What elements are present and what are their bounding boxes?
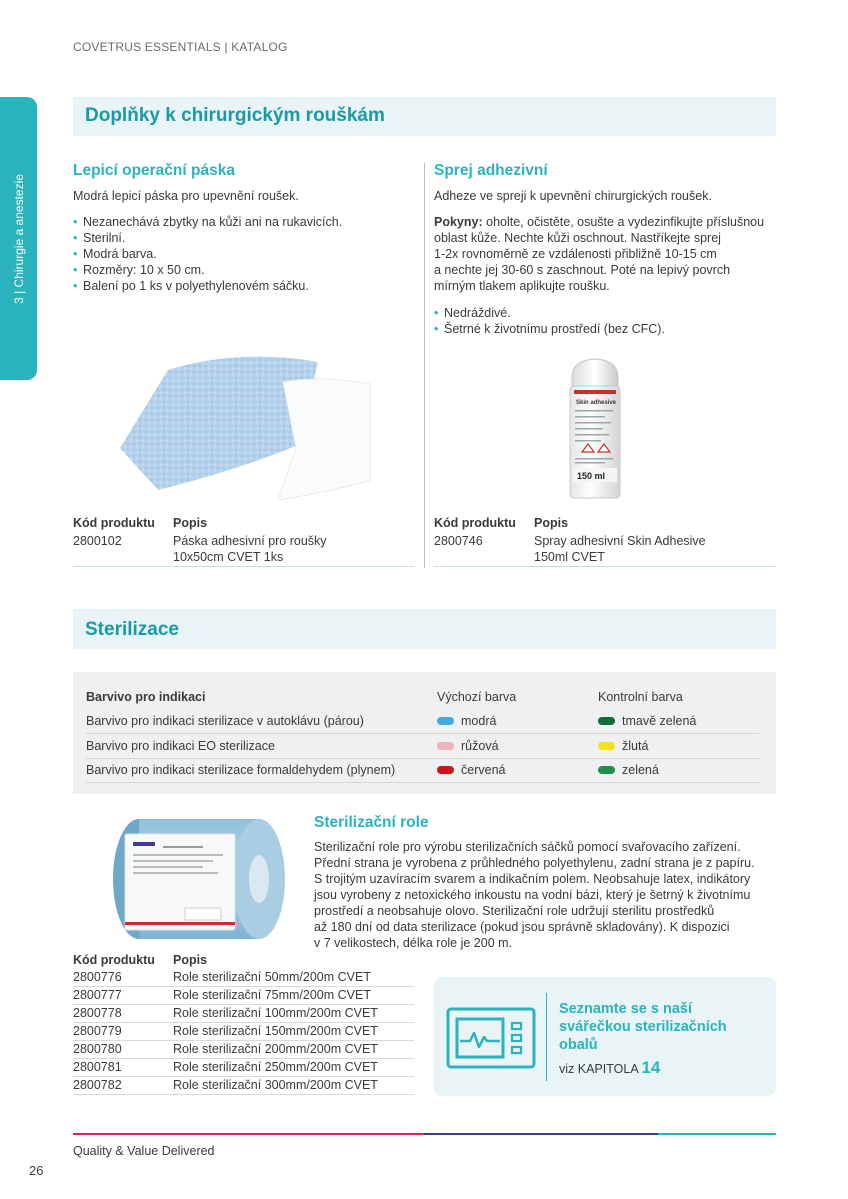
sterilization-roll-image [105, 812, 290, 947]
instructions-line: mírným tlakem aplikujte roušku. [434, 279, 610, 293]
product-description: Role sterilizační 100mm/200m CVET [173, 1006, 378, 1020]
end-color-cell [598, 739, 648, 753]
product-description: Role sterilizační 200mm/200m CVET [173, 1042, 378, 1056]
table-row [73, 1078, 414, 1095]
list-item: • Balení po 1 ks v polyethylenovém sáčku. [73, 278, 342, 294]
can-brand-text: Skin adhesive [576, 400, 617, 406]
product-code: 2800777 [73, 988, 122, 1002]
product-code: 2800776 [73, 970, 122, 984]
footer-tagline: Quality & Value Delivered [73, 1144, 215, 1158]
start-color-cell [437, 714, 496, 728]
callout-divider [546, 993, 547, 1081]
table-header: Barvivo pro indikaci [86, 690, 206, 704]
chapter-side-tab-label: 3 | Chirurgie a anestezie [11, 173, 26, 304]
end-color-cell [598, 714, 696, 728]
roll-description-line: prostředí a neobsahuje olovo. Sterilizační role udržují sterilitu prostředků [314, 904, 715, 918]
color-swatch [598, 766, 615, 774]
spray-instructions [434, 214, 776, 294]
code-column-header: Kód produktu [73, 953, 155, 967]
instructions-line: 1-2x rovnoměrně ze vzdálenosti přibližně 10-15 cm [434, 247, 717, 261]
chapter-side-tab[interactable] [0, 97, 37, 380]
section-heading-bar [73, 609, 776, 649]
product-code: 2800102 [73, 534, 122, 548]
divider [73, 566, 414, 567]
end-color-cell [598, 763, 659, 777]
color-label: tmavě zelená [622, 714, 697, 728]
instructions-label: Pokyny: [434, 215, 483, 229]
product-description-line: 150ml CVET [534, 550, 605, 564]
roll-description-line: až 180 dní od data sterilizace (pokud jsou správně skladovány). K dispozici [314, 920, 730, 934]
color-swatch [437, 717, 454, 725]
instructions-line: a nechte jej 30-60 s zaschnout. Poté na lepivý povrch [434, 263, 731, 277]
tape-features [73, 214, 342, 294]
product-code: 2800781 [73, 1060, 122, 1074]
table-header: Kontrolní barva [598, 690, 683, 704]
table-header-row [73, 686, 776, 710]
color-label: růžová [461, 739, 499, 753]
divider [86, 782, 759, 783]
chapter-reference-label: viz KAPITOLA [559, 1062, 638, 1076]
list-item: • Rozměry: 10 x 50 cm. [73, 262, 342, 278]
product-description: Role sterilizační 250mm/200m CVET [173, 1060, 378, 1074]
list-item: • Sterilní. [73, 230, 342, 246]
instructions-line: oholte, očistěte, osušte a vydezinfikujte příslušnou [482, 215, 765, 229]
footer-line-segment [658, 1133, 776, 1135]
product-code: 2800780 [73, 1042, 122, 1056]
indicator-name: Barvivo pro indikaci EO sterilizace [86, 739, 275, 753]
sealer-callout[interactable] [434, 977, 776, 1096]
column-divider [424, 163, 425, 568]
divider [434, 566, 776, 567]
product-code: 2800778 [73, 1006, 122, 1020]
callout-title [559, 1000, 727, 1054]
table-row [73, 710, 776, 734]
product-code: 2800746 [434, 534, 483, 548]
tape-title: Lepicí operační páska [73, 162, 235, 179]
table-header: Výchozí barva [437, 690, 517, 704]
table-row [73, 970, 414, 987]
product-description: Role sterilizační 300mm/200m CVET [173, 1078, 378, 1092]
footer-color-line [73, 1133, 776, 1135]
indicator-name: Barvivo pro indikaci sterilizace formaldehydem (plynem) [86, 763, 396, 777]
indicator-name: Barvivo pro indikaci sterilizace v autoklávu (párou) [86, 714, 364, 728]
color-label: zelená [622, 763, 659, 777]
table-row [73, 1024, 414, 1041]
list-item: • Nedráždivé. [434, 305, 665, 321]
color-label: žlutá [622, 739, 649, 753]
can-volume-text: 150 ml [577, 471, 606, 481]
color-swatch [598, 742, 615, 750]
tape-description: Modrá lepicí páska pro upevnění roušek. [73, 189, 299, 203]
list-item: • Nezanechává zbytky na kůži ani na rukavicích. [73, 214, 342, 230]
callout-title-line: Seznamte se s naší [559, 1001, 692, 1017]
color-swatch [437, 766, 454, 774]
description-column-header: Popis [173, 516, 208, 530]
product-description-line: Páska adhesivní pro roušky [173, 534, 327, 548]
catalog-header: COVETRUS ESSENTIALS | KATALOG [73, 40, 288, 54]
table-row [73, 1042, 414, 1059]
footer-line-segment [424, 1133, 658, 1135]
table-row [73, 735, 776, 759]
roll-description-line: Přední strana je vyrobena z průhledného polyethylenu, zadní strana je z papíru. [314, 856, 755, 870]
page-number: 26 [29, 1163, 44, 1178]
list-item: • Šetrné k životnímu prostředí (bez CFC). [434, 321, 665, 337]
footer-line-segment [73, 1133, 424, 1135]
product-description: Role sterilizační 50mm/200m CVET [173, 970, 371, 984]
product-description-line: 10x50cm CVET 1ks [173, 550, 284, 564]
product-code: 2800779 [73, 1024, 122, 1038]
table-row [73, 1060, 414, 1077]
color-swatch [598, 717, 615, 725]
indicator-table [73, 672, 776, 794]
table-row [73, 988, 414, 1005]
sealer-monitor-icon [446, 1007, 536, 1069]
spray-features [434, 305, 665, 337]
chapter-reference-number: 14 [641, 1058, 661, 1077]
list-item: • Modrá barva. [73, 246, 342, 262]
code-column-header: Kód produktu [73, 516, 155, 530]
description-column-header: Popis [173, 953, 208, 967]
callout-title-line: svářečkou sterilizačních [559, 1019, 727, 1035]
spray-title: Sprej adhezivní [434, 162, 548, 179]
roll-description [314, 839, 776, 951]
color-label: modrá [461, 714, 497, 728]
product-description: Role sterilizační 75mm/200m CVET [173, 988, 371, 1002]
start-color-cell [437, 763, 505, 777]
roll-title: Sterilizační role [314, 814, 429, 831]
roll-description-line: v 7 velikostech, délka role je 200 m. [314, 936, 513, 950]
description-column-header: Popis [534, 516, 569, 530]
section-title: Doplňky k chirurgickým rouškám [85, 105, 385, 126]
table-row [73, 759, 776, 783]
section-title: Sterilizace [85, 619, 179, 640]
product-code: 2800782 [73, 1078, 122, 1092]
roll-description-line: jsou vyrobeny z netoxického inkoustu na vodní bázi, který je šetrný k životnímu [314, 888, 751, 902]
product-description: Role sterilizační 150mm/200m CVET [173, 1024, 378, 1038]
roll-description-line: Sterilizační role pro výrobu sterilizačních sáčků pomocí svařovacího zařízení. [314, 840, 741, 854]
code-column-header: Kód produktu [434, 516, 516, 530]
divider [86, 733, 759, 734]
roll-product-list [73, 970, 414, 1096]
start-color-cell [437, 739, 499, 753]
color-label: červená [461, 763, 506, 777]
table-row [73, 1006, 414, 1023]
instructions-line: oblast kůže. Nechte kůži oschnout. Nastříkejte sprej [434, 231, 721, 245]
section-heading-bar [73, 97, 776, 136]
spray-description: Adheze ve spreji k upevnění chirurgických roušek. [434, 189, 712, 203]
color-swatch [437, 742, 454, 750]
product-description-line: Spray adhesivní Skin Adhesive [534, 534, 706, 548]
spray-can-image [562, 356, 628, 502]
roll-description-line: S trojitým uzavíracím svarem a indikačním polem. Neobsahuje latex, indikátory [314, 872, 751, 886]
callout-title-line: obalů [559, 1037, 598, 1053]
chapter-reference[interactable] [559, 1058, 660, 1078]
tape-product-image [108, 340, 378, 500]
